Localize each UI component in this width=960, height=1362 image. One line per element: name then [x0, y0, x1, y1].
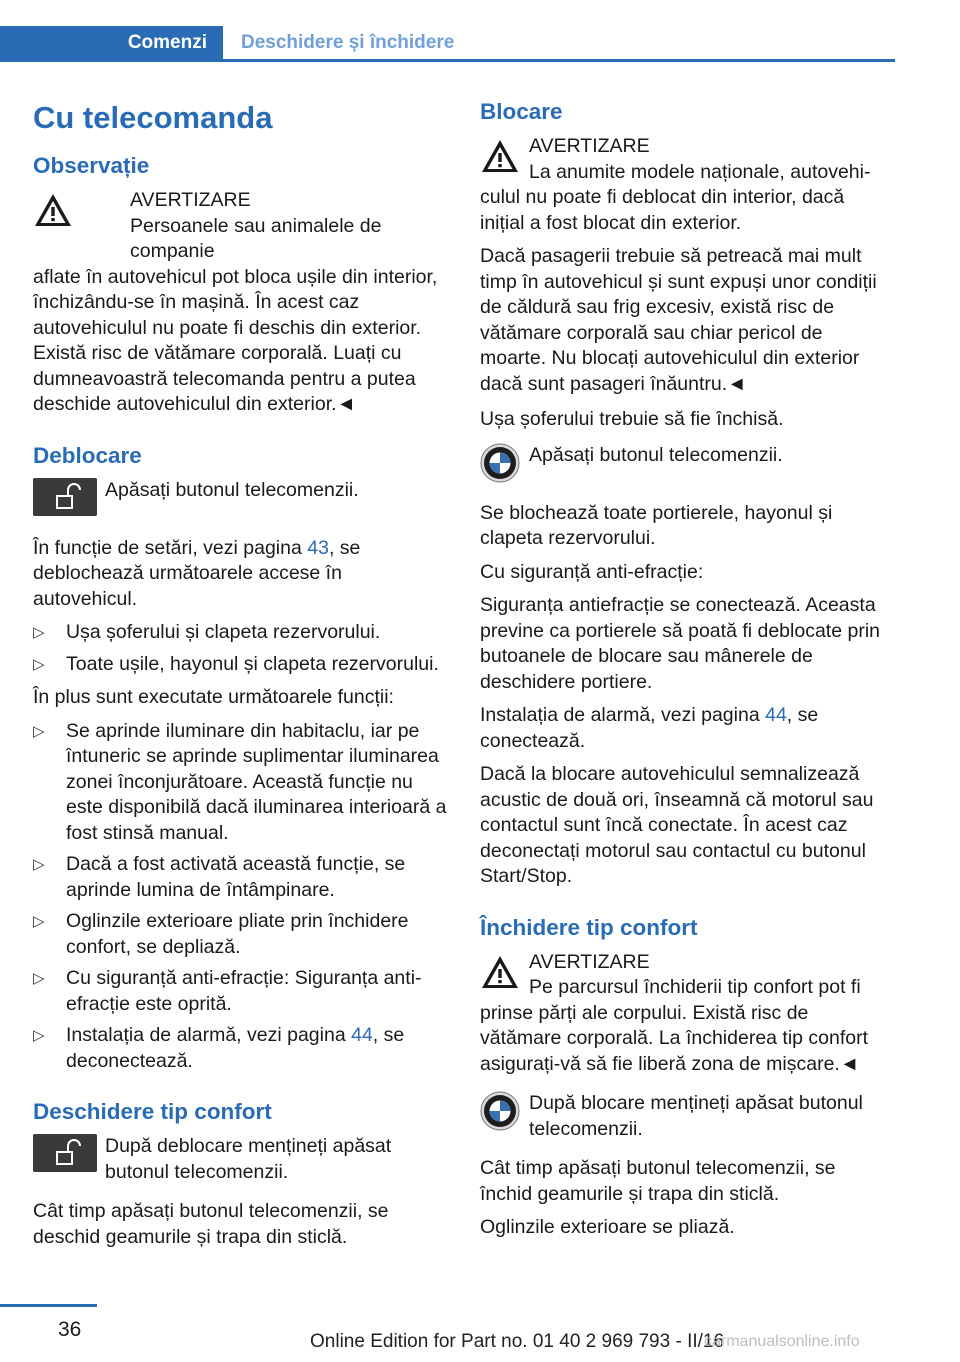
bmw-key-icon	[480, 1091, 520, 1131]
paragraph: Cât timp apăsați butonul telecomenzii, se deschid geamurile și trapa din sticlă.	[33, 1200, 389, 1248]
paragraph: Cât timp apăsați butonul telecomenzii, se închid geamurile și trapa din sticlă.	[480, 1157, 836, 1205]
footer-rule	[0, 1304, 97, 1307]
paragraph: Dacă la blocare autovehiculul semnalizează acustic de două ori, înseamnă că motorul sau contactul sunt încă conectate. În acest caz deconectați motorul sau contactul cu butonul Start/Stop.	[480, 763, 874, 887]
triangle-bullet-icon: ▷	[33, 624, 45, 641]
triangle-bullet-icon: ▷	[33, 722, 45, 740]
functions-list	[33, 719, 448, 1075]
tab-deschidere-inchidere[interactable]: Deschidere și închidere	[241, 32, 455, 53]
comfort-close-action-text: După blocare mențineți apăsat butonul telecomenzii.	[529, 1092, 863, 1140]
warning-icon	[480, 954, 520, 990]
text-span: , se deblochează următoarele accese în autovehicul.	[33, 536, 361, 610]
list-item: ▷ Dacă a fost activată această funcție, se aprinde lumina de întâmpinare.	[33, 853, 406, 901]
page-link-43[interactable]: 43	[307, 536, 329, 559]
unlock-list	[33, 620, 448, 677]
page-link-44[interactable]: 44	[351, 1024, 373, 1046]
triangle-bullet-icon: ▷	[33, 655, 45, 673]
triangle-bullet-icon: ▷	[33, 970, 45, 987]
warning-text: prinse părți ale corpului. Există risc de vătămare corporală. La închiderea tip confort asigurați-vă să fie liberă zona de mișcare.◄	[480, 1001, 869, 1075]
list-item: ▷ Cu siguranță anti-efracție: Siguranța anti-efracție este oprită.	[33, 967, 422, 1015]
header-bar	[0, 26, 895, 62]
list-item: ▷ Instalația de alarmă, vezi pagina 44, se deconectează.	[33, 1024, 405, 1072]
right-column	[480, 96, 890, 1249]
warning-block-1	[33, 188, 448, 418]
warning-label: AVERTIZARE	[529, 950, 650, 973]
triangle-bullet-icon: ▷	[33, 913, 45, 930]
comfort-open-step	[33, 1134, 448, 1185]
heading-deschidere-confort: Deschidere tip confort	[33, 1099, 272, 1124]
heading-inchidere-confort: Închidere tip confort	[480, 914, 698, 940]
unlock-button-icon	[33, 478, 97, 516]
triangle-bullet-icon: ▷	[33, 1027, 45, 1044]
heading-deblocare: Deblocare	[33, 442, 142, 468]
warning-block-2	[480, 134, 890, 236]
warning-label: AVERTIZARE	[529, 135, 650, 157]
comfort-open-action-text: După deblocare mențineți apăsat butonul telecomenzii.	[105, 1135, 392, 1183]
paragraph	[33, 536, 448, 613]
paragraph: Siguranța antiefracție se conectează. Aceasta previne ca portierele să poată fi deblocate prin butoanele de blocare sau mânerele de deschidere portiere.	[480, 594, 880, 693]
warning-block-3	[480, 950, 890, 1078]
list-item: ▷ Se aprinde iluminare din habitaclu, iar pe întuneric se aprinde suplimentar iluminarea zonei înconjurătoare. Această funcție nu este disponibilă dacă iluminarea interioară a fost stinsă manual.	[33, 719, 447, 844]
warning-icon	[33, 192, 73, 228]
warning-first-line: La anumite modele naționale, autovehi-	[529, 160, 871, 183]
page-number: 36	[58, 1318, 82, 1341]
warning-icon	[480, 138, 520, 174]
heading-blocare: Blocare	[480, 99, 563, 124]
left-column	[33, 96, 448, 1258]
heading-observatie: Observație	[33, 153, 150, 178]
lock-action-text: Apăsați butonul telecomenzii.	[529, 443, 783, 466]
paragraph: Instalația de alarmă, vezi pagina 44, se conectează.	[480, 704, 819, 752]
paragraph: În plus sunt executate următoarele funcții:	[33, 686, 394, 708]
unlock-action-text: Apăsați butonul telecomenzii.	[105, 478, 359, 501]
list-item: ▷ Toate ușile, hayonul și clapeta rezervorului.	[33, 652, 448, 678]
bmw-key-icon	[480, 443, 520, 483]
warning-text: aflate în autovehicul pot bloca ușile din interior, închizându-se în mașină. În acest caz autovehiculul nu poate fi deschis din exterior. Există risc de vătămare corporală. Luați cu dumneavoastră telecomanda pentru a putea deschide autovehiculul din exterior.◄	[33, 265, 438, 415]
edition-text: Online Edition for Part no. 01 40 2 969 793 - II/16	[310, 1331, 725, 1352]
paragraph: Dacă pasagerii trebuie să petreacă mai mult timp în autovehicul și sunt expuși unor condiții de căldură sau frig excesiv, există risc de vătămare corporală sau chiar pericol de moarte. Nu blocați autovehiculul din exterior dacă sunt pasageri înăuntru.◄	[480, 245, 877, 395]
lock-step	[480, 443, 890, 487]
page-link-44[interactable]: 44	[765, 704, 787, 726]
paragraph: Oglinzile exterioare se pliază.	[480, 1216, 735, 1238]
triangle-bullet-icon: ▷	[33, 856, 45, 873]
comfort-close-step	[480, 1091, 890, 1142]
warning-text: culul nu poate fi deblocat din interior, dacă inițial a fost blocat din exterior.	[480, 186, 845, 234]
paragraph: Cu siguranță anti-efracție:	[480, 560, 704, 583]
page-title: Cu telecomanda	[33, 100, 273, 135]
unlock-step	[33, 478, 448, 522]
text-span: În funcție de setări, vezi pagina	[33, 536, 308, 559]
tab-comenzi[interactable]: Comenzi	[0, 26, 223, 59]
watermark: carmanualsonline.info	[704, 1333, 860, 1350]
warning-label: AVERTIZARE	[130, 189, 251, 211]
unlock-button-icon	[33, 1134, 97, 1172]
warning-first-line: Pe parcursul închiderii tip confort pot fi	[529, 976, 861, 998]
paragraph: Ușa șoferului trebuie să fie închisă.	[480, 408, 784, 430]
paragraph: Se blochează toate portierele, hayonul și clapeta rezervorului.	[480, 501, 833, 549]
list-item: ▷ Ușa șoferului și clapeta rezervorului.	[33, 620, 448, 646]
list-item: ▷ Oglinzile exterioare pliate prin închidere confort, se depliază.	[33, 910, 409, 958]
warning-first-line: Persoanele sau animalele de companie	[130, 214, 382, 262]
